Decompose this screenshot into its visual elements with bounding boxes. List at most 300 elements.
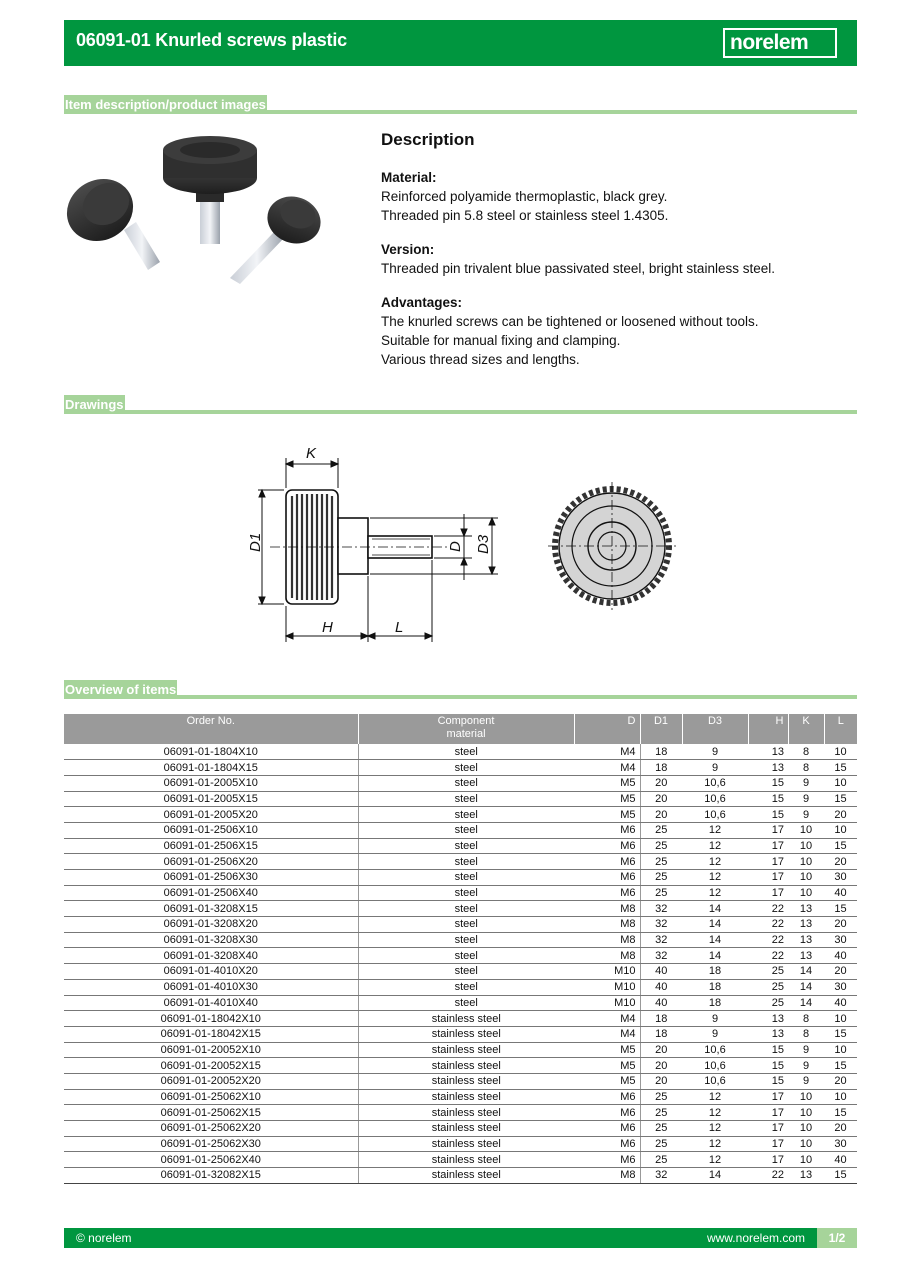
cell-l: 20 xyxy=(824,854,857,870)
cell-d1: 20 xyxy=(640,807,682,823)
table-row xyxy=(64,744,857,760)
cell-d1: 18 xyxy=(640,1011,682,1027)
cell-d3: 9 xyxy=(682,1011,748,1027)
cell-component-material: steel xyxy=(358,838,574,854)
cell-order-no: 06091-01-1804X15 xyxy=(64,760,358,776)
cell-order-no: 06091-01-2005X20 xyxy=(64,807,358,823)
cell-component-material: stainless steel xyxy=(358,1089,574,1105)
cell-order-no: 06091-01-2506X20 xyxy=(64,854,358,870)
table-row xyxy=(64,775,857,791)
cell-d3: 12 xyxy=(682,1152,748,1168)
cell-h: 22 xyxy=(748,932,788,948)
cell-l: 10 xyxy=(824,822,857,838)
cell-d1: 40 xyxy=(640,979,682,995)
cell-order-no: 06091-01-20052X10 xyxy=(64,1042,358,1058)
cell-h: 17 xyxy=(748,1136,788,1152)
cell-h: 22 xyxy=(748,948,788,964)
material-label: Material: xyxy=(381,170,437,185)
cell-k: 14 xyxy=(788,979,824,995)
dim-label-h: H xyxy=(322,619,333,636)
cell-l: 40 xyxy=(824,948,857,964)
table-row xyxy=(64,1121,857,1137)
cell-h: 15 xyxy=(748,775,788,791)
cell-d: M5 xyxy=(574,775,640,791)
cell-l: 40 xyxy=(824,885,857,901)
table-row xyxy=(64,932,857,948)
table-header-row xyxy=(64,714,857,744)
version-line: Threaded pin trivalent blue passivated steel, bright stainless steel. xyxy=(381,261,775,276)
cell-d1: 25 xyxy=(640,885,682,901)
cell-h: 13 xyxy=(748,1026,788,1042)
cell-k: 14 xyxy=(788,964,824,980)
cell-d: M10 xyxy=(574,979,640,995)
cell-k: 9 xyxy=(788,1058,824,1074)
cell-component-material: steel xyxy=(358,932,574,948)
cell-k: 10 xyxy=(788,1152,824,1168)
advantages-line: The knurled screws can be tightened or loosened without tools. xyxy=(381,314,759,329)
cell-d: M6 xyxy=(574,885,640,901)
cell-order-no: 06091-01-20052X20 xyxy=(64,1073,358,1089)
cell-component-material: stainless steel xyxy=(358,1152,574,1168)
cell-order-no: 06091-01-1804X10 xyxy=(64,744,358,760)
cell-h: 15 xyxy=(748,791,788,807)
section-title: Overview of items xyxy=(65,682,177,697)
cell-d: M6 xyxy=(574,822,640,838)
product-photo xyxy=(64,128,324,288)
cell-l: 20 xyxy=(824,807,857,823)
table-row xyxy=(64,870,857,886)
col-header-l: L xyxy=(824,714,857,744)
cell-component-material: steel xyxy=(358,901,574,917)
cell-l: 15 xyxy=(824,901,857,917)
page-header xyxy=(64,20,857,66)
dim-label-l: L xyxy=(395,619,404,636)
cell-d1: 32 xyxy=(640,901,682,917)
dim-label-d: D xyxy=(447,541,464,552)
material-line: Threaded pin 5.8 steel or stainless steel 1.4305. xyxy=(381,208,669,223)
cell-d: M6 xyxy=(574,1105,640,1121)
cell-component-material: stainless steel xyxy=(358,1168,574,1184)
shoulder xyxy=(338,518,368,574)
cell-d3: 14 xyxy=(682,917,748,933)
cell-l: 20 xyxy=(824,917,857,933)
page-footer xyxy=(64,1228,857,1248)
items-table xyxy=(64,714,857,1184)
cell-d: M8 xyxy=(574,1168,640,1184)
cell-d3: 18 xyxy=(682,964,748,980)
table-row xyxy=(64,964,857,980)
cell-d1: 32 xyxy=(640,917,682,933)
cell-component-material: steel xyxy=(358,807,574,823)
cell-d3: 12 xyxy=(682,822,748,838)
logo-text: norelem xyxy=(730,31,809,54)
table-row xyxy=(64,1089,857,1105)
cell-order-no: 06091-01-25062X30 xyxy=(64,1136,358,1152)
cell-d1: 20 xyxy=(640,1058,682,1074)
cell-d1: 25 xyxy=(640,854,682,870)
section-drawings xyxy=(64,394,857,414)
cell-component-material: steel xyxy=(358,995,574,1011)
cell-l: 40 xyxy=(824,995,857,1011)
cell-h: 25 xyxy=(748,964,788,980)
cell-h: 17 xyxy=(748,838,788,854)
cell-component-material: stainless steel xyxy=(358,1058,574,1074)
section-title: Drawings xyxy=(65,397,124,412)
cell-k: 10 xyxy=(788,838,824,854)
cell-h: 17 xyxy=(748,885,788,901)
cell-k: 9 xyxy=(788,1073,824,1089)
material-line: Reinforced polyamide thermoplastic, black grey. xyxy=(381,189,668,204)
cell-d3: 10,6 xyxy=(682,791,748,807)
dim-label-k: K xyxy=(306,445,317,462)
cell-d3: 12 xyxy=(682,1136,748,1152)
cell-d: M4 xyxy=(574,1026,640,1042)
cell-order-no: 06091-01-18042X10 xyxy=(64,1011,358,1027)
cell-component-material: steel xyxy=(358,870,574,886)
cell-order-no: 06091-01-2506X40 xyxy=(64,885,358,901)
cell-d1: 18 xyxy=(640,1026,682,1042)
cell-l: 40 xyxy=(824,1152,857,1168)
cell-k: 9 xyxy=(788,775,824,791)
website-link[interactable]: www.norelem.com xyxy=(706,1231,805,1245)
cell-component-material: steel xyxy=(358,979,574,995)
cell-h: 17 xyxy=(748,854,788,870)
cell-k: 13 xyxy=(788,917,824,933)
cell-d1: 25 xyxy=(640,1121,682,1137)
cell-d3: 10,6 xyxy=(682,1058,748,1074)
cell-d1: 40 xyxy=(640,964,682,980)
col-header-d: D xyxy=(574,714,640,744)
description-heading: Description xyxy=(381,130,475,149)
technical-drawing xyxy=(240,440,700,650)
cell-component-material: stainless steel xyxy=(358,1026,574,1042)
cell-d: M4 xyxy=(574,760,640,776)
section-overview xyxy=(64,679,857,699)
table-row xyxy=(64,807,857,823)
table-row xyxy=(64,1011,857,1027)
cell-d1: 25 xyxy=(640,838,682,854)
page-title: 06091-01 Knurled screws plastic xyxy=(76,30,347,50)
cell-d: M8 xyxy=(574,917,640,933)
cell-d3: 10,6 xyxy=(682,1042,748,1058)
cell-l: 15 xyxy=(824,1058,857,1074)
cell-order-no: 06091-01-3208X20 xyxy=(64,917,358,933)
section-item-description xyxy=(64,94,857,114)
cell-component-material: stainless steel xyxy=(358,1042,574,1058)
cell-order-no: 06091-01-25062X10 xyxy=(64,1089,358,1105)
cell-d3: 9 xyxy=(682,1026,748,1042)
cell-component-material: steel xyxy=(358,791,574,807)
cell-component-material: steel xyxy=(358,948,574,964)
cell-d: M8 xyxy=(574,901,640,917)
cell-d3: 10,6 xyxy=(682,1073,748,1089)
table-row xyxy=(64,1136,857,1152)
cell-h: 22 xyxy=(748,901,788,917)
col-header-order-no: Order No. xyxy=(64,714,358,744)
cell-l: 30 xyxy=(824,932,857,948)
cell-l: 10 xyxy=(824,1042,857,1058)
advantages-line: Suitable for manual fixing and clamping. xyxy=(381,333,621,348)
cell-order-no: 06091-01-4010X40 xyxy=(64,995,358,1011)
copyright: © norelem xyxy=(76,1231,132,1245)
cell-d3: 18 xyxy=(682,979,748,995)
cell-k: 8 xyxy=(788,1026,824,1042)
cell-h: 25 xyxy=(748,979,788,995)
cell-order-no: 06091-01-2506X15 xyxy=(64,838,358,854)
cell-k: 13 xyxy=(788,901,824,917)
section-title: Item description/product images xyxy=(65,97,266,112)
cell-k: 9 xyxy=(788,791,824,807)
cell-l: 30 xyxy=(824,1136,857,1152)
col-header-h: H xyxy=(748,714,788,744)
cell-h: 13 xyxy=(748,1011,788,1027)
cell-h: 17 xyxy=(748,870,788,886)
cell-order-no: 06091-01-4010X20 xyxy=(64,964,358,980)
col-header-component-material: Component material xyxy=(358,714,574,744)
cell-h: 25 xyxy=(748,995,788,1011)
cell-h: 17 xyxy=(748,822,788,838)
cell-order-no: 06091-01-2506X30 xyxy=(64,870,358,886)
cell-d: M4 xyxy=(574,744,640,760)
cell-l: 15 xyxy=(824,1168,857,1184)
cell-d: M5 xyxy=(574,1073,640,1089)
dim-label-d1: D1 xyxy=(247,532,264,552)
cell-h: 22 xyxy=(748,917,788,933)
cell-d: M6 xyxy=(574,854,640,870)
table-row xyxy=(64,1105,857,1121)
cell-d: M6 xyxy=(574,1136,640,1152)
cell-d1: 32 xyxy=(640,948,682,964)
cell-d3: 12 xyxy=(682,838,748,854)
cell-order-no: 06091-01-25062X40 xyxy=(64,1152,358,1168)
cell-order-no: 06091-01-2005X15 xyxy=(64,791,358,807)
cell-order-no: 06091-01-25062X15 xyxy=(64,1105,358,1121)
cell-d1: 25 xyxy=(640,1136,682,1152)
cell-l: 10 xyxy=(824,1089,857,1105)
cell-order-no: 06091-01-25062X20 xyxy=(64,1121,358,1137)
cell-d1: 25 xyxy=(640,1152,682,1168)
cell-h: 15 xyxy=(748,1058,788,1074)
table-row xyxy=(64,1026,857,1042)
cell-k: 10 xyxy=(788,885,824,901)
cell-d1: 20 xyxy=(640,775,682,791)
table-row xyxy=(64,1073,857,1089)
cell-component-material: steel xyxy=(358,964,574,980)
cell-d1: 25 xyxy=(640,870,682,886)
cell-h: 22 xyxy=(748,1168,788,1184)
cell-d3: 9 xyxy=(682,760,748,776)
cell-order-no: 06091-01-3208X15 xyxy=(64,901,358,917)
cell-k: 10 xyxy=(788,1121,824,1137)
cell-d3: 10,6 xyxy=(682,807,748,823)
dim-label-d3: D3 xyxy=(475,534,492,554)
cell-l: 10 xyxy=(824,744,857,760)
col-header-d1: D1 xyxy=(640,714,682,744)
cell-d1: 25 xyxy=(640,1089,682,1105)
cell-l: 15 xyxy=(824,760,857,776)
cell-k: 8 xyxy=(788,744,824,760)
table-row xyxy=(64,979,857,995)
cell-h: 13 xyxy=(748,744,788,760)
cell-d3: 12 xyxy=(682,854,748,870)
col-header-k: K xyxy=(788,714,824,744)
cell-h: 17 xyxy=(748,1105,788,1121)
brand-logo xyxy=(723,28,837,58)
cell-order-no: 06091-01-32082X15 xyxy=(64,1168,358,1184)
cell-d: M5 xyxy=(574,1042,640,1058)
cell-d1: 20 xyxy=(640,791,682,807)
cell-component-material: steel xyxy=(358,744,574,760)
cell-d1: 18 xyxy=(640,760,682,776)
cell-l: 10 xyxy=(824,775,857,791)
cell-d1: 20 xyxy=(640,1073,682,1089)
left-screw-pin xyxy=(124,222,160,270)
cell-k: 9 xyxy=(788,1042,824,1058)
table-row xyxy=(64,822,857,838)
cell-component-material: stainless steel xyxy=(358,1121,574,1137)
table-row xyxy=(64,1168,857,1184)
cell-d1: 40 xyxy=(640,995,682,1011)
table-row xyxy=(64,791,857,807)
cell-d3: 9 xyxy=(682,744,748,760)
cell-d3: 14 xyxy=(682,1168,748,1184)
cell-l: 15 xyxy=(824,838,857,854)
cell-d1: 32 xyxy=(640,932,682,948)
cell-d1: 25 xyxy=(640,822,682,838)
cell-l: 20 xyxy=(824,964,857,980)
cell-component-material: stainless steel xyxy=(358,1073,574,1089)
cell-component-material: steel xyxy=(358,822,574,838)
cell-d: M6 xyxy=(574,1121,640,1137)
table-row xyxy=(64,1152,857,1168)
cell-d3: 12 xyxy=(682,885,748,901)
cell-h: 13 xyxy=(748,760,788,776)
cell-l: 20 xyxy=(824,1073,857,1089)
cell-d3: 12 xyxy=(682,1089,748,1105)
cell-d: M5 xyxy=(574,1058,640,1074)
cell-component-material: steel xyxy=(358,885,574,901)
cell-k: 9 xyxy=(788,807,824,823)
cell-k: 10 xyxy=(788,870,824,886)
cell-k: 13 xyxy=(788,932,824,948)
cell-l: 20 xyxy=(824,1121,857,1137)
cell-d3: 12 xyxy=(682,870,748,886)
table-row xyxy=(64,1058,857,1074)
cell-k: 10 xyxy=(788,822,824,838)
table-row xyxy=(64,995,857,1011)
cell-component-material: steel xyxy=(358,917,574,933)
cell-d1: 25 xyxy=(640,1105,682,1121)
cell-h: 15 xyxy=(748,807,788,823)
cell-component-material: steel xyxy=(358,775,574,791)
cell-l: 10 xyxy=(824,1011,857,1027)
cell-d3: 10,6 xyxy=(682,775,748,791)
cell-order-no: 06091-01-2506X10 xyxy=(64,822,358,838)
cell-k: 8 xyxy=(788,760,824,776)
cell-order-no: 06091-01-3208X40 xyxy=(64,948,358,964)
table-row xyxy=(64,1042,857,1058)
cell-d: M10 xyxy=(574,964,640,980)
table-row xyxy=(64,901,857,917)
cell-d3: 14 xyxy=(682,901,748,917)
cell-k: 10 xyxy=(788,1105,824,1121)
table-row xyxy=(64,885,857,901)
cell-d: M5 xyxy=(574,807,640,823)
cell-d: M5 xyxy=(574,791,640,807)
cell-k: 13 xyxy=(788,948,824,964)
right-screw-pin xyxy=(230,232,284,284)
cell-component-material: stainless steel xyxy=(358,1136,574,1152)
version-label: Version: xyxy=(381,242,435,257)
cell-d: M6 xyxy=(574,1089,640,1105)
page-number: 1/2 xyxy=(817,1228,857,1248)
center-screw-pin xyxy=(200,198,220,244)
cell-d1: 18 xyxy=(640,744,682,760)
table-body xyxy=(64,744,857,1183)
cell-order-no: 06091-01-20052X15 xyxy=(64,1058,358,1074)
cell-l: 15 xyxy=(824,791,857,807)
cell-d3: 18 xyxy=(682,995,748,1011)
cell-d: M6 xyxy=(574,870,640,886)
cell-h: 17 xyxy=(748,1152,788,1168)
cell-d1: 20 xyxy=(640,1042,682,1058)
cell-d: M10 xyxy=(574,995,640,1011)
cell-k: 10 xyxy=(788,1089,824,1105)
cell-d: M8 xyxy=(574,932,640,948)
table-row xyxy=(64,948,857,964)
cell-k: 14 xyxy=(788,995,824,1011)
cell-component-material: steel xyxy=(358,854,574,870)
cell-k: 8 xyxy=(788,1011,824,1027)
col-header-d3: D3 xyxy=(682,714,748,744)
cell-d3: 14 xyxy=(682,932,748,948)
cell-l: 15 xyxy=(824,1026,857,1042)
cell-h: 17 xyxy=(748,1089,788,1105)
cell-l: 15 xyxy=(824,1105,857,1121)
cell-order-no: 06091-01-2005X10 xyxy=(64,775,358,791)
cell-order-no: 06091-01-4010X30 xyxy=(64,979,358,995)
advantages-line: Various thread sizes and lengths. xyxy=(381,352,580,367)
advantages-label: Advantages: xyxy=(381,295,463,310)
table-row xyxy=(64,854,857,870)
cell-d: M8 xyxy=(574,948,640,964)
cell-order-no: 06091-01-18042X15 xyxy=(64,1026,358,1042)
table-row xyxy=(64,917,857,933)
cell-d: M6 xyxy=(574,1152,640,1168)
cell-l: 30 xyxy=(824,979,857,995)
cell-d: M4 xyxy=(574,1011,640,1027)
cell-k: 10 xyxy=(788,854,824,870)
cell-component-material: stainless steel xyxy=(358,1105,574,1121)
cell-component-material: steel xyxy=(358,760,574,776)
cell-d3: 14 xyxy=(682,948,748,964)
cell-d: M6 xyxy=(574,838,640,854)
cell-k: 13 xyxy=(788,1168,824,1184)
cell-k: 10 xyxy=(788,1136,824,1152)
cell-order-no: 06091-01-3208X30 xyxy=(64,932,358,948)
cell-d3: 12 xyxy=(682,1105,748,1121)
description-block xyxy=(381,128,851,384)
cell-h: 15 xyxy=(748,1042,788,1058)
cell-d3: 12 xyxy=(682,1121,748,1137)
cell-component-material: stainless steel xyxy=(358,1011,574,1027)
cell-l: 30 xyxy=(824,870,857,886)
cell-h: 17 xyxy=(748,1121,788,1137)
cell-h: 15 xyxy=(748,1073,788,1089)
cell-d1: 32 xyxy=(640,1168,682,1184)
table-row xyxy=(64,838,857,854)
table-row xyxy=(64,760,857,776)
